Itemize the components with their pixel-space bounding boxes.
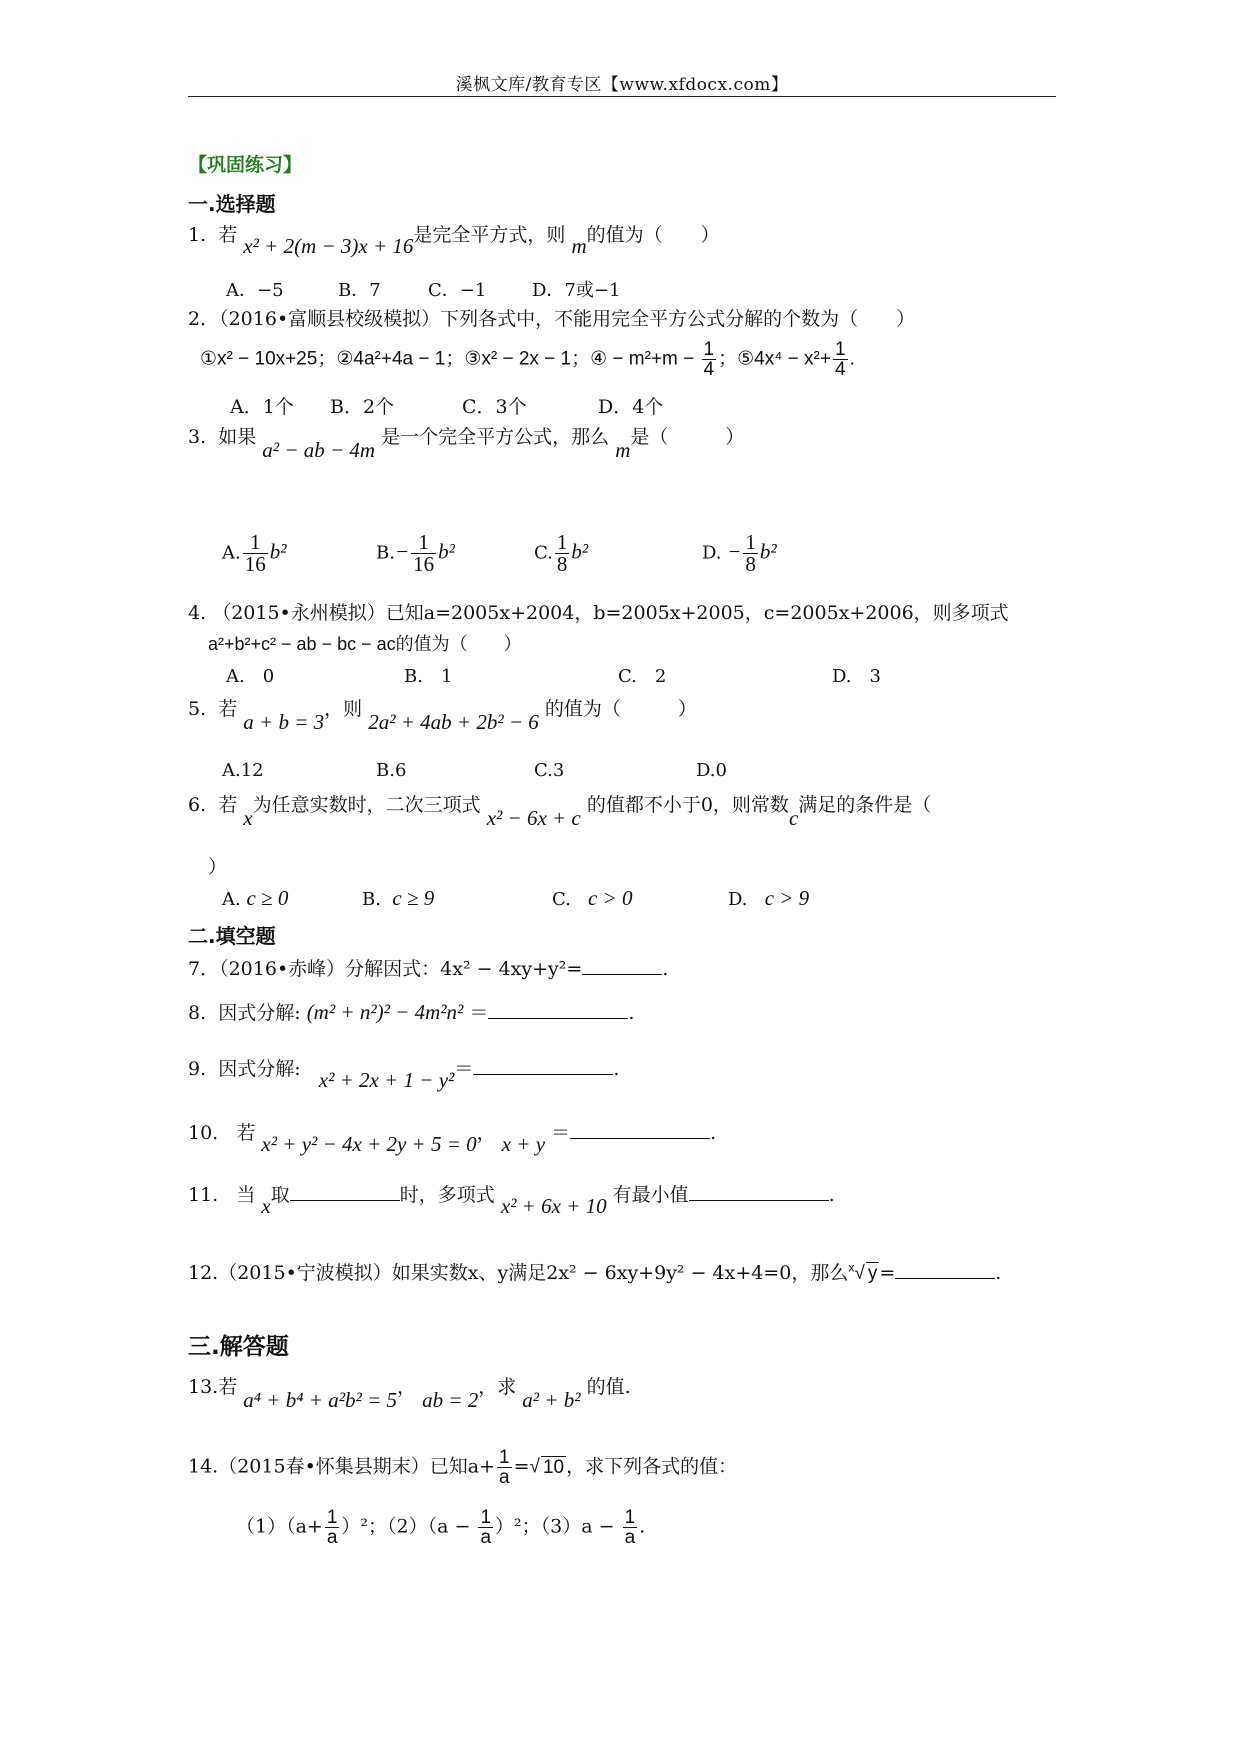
q-text: （2015•宁波模拟）如果实数x、y满足2x² − 6xy+9y² − 4x+4=0，那么 [218,1262,849,1284]
q-text: （2015•永州模拟）已知a=2005x+2004，b=2005x+2005，c=2005x+2006，则多项式 [212,602,1009,624]
q-text: 为任意实数时，二次三项式 [252,794,481,816]
option-b: B．2个 [330,396,395,418]
q-number: 8. [188,1002,207,1024]
q-text: ＝ [551,1122,571,1144]
fraction: $\frac{1}{4}$ [834,339,846,380]
q-text: （2015春•怀集县期末）已知a+ [218,1455,496,1478]
q-text: ，求 [478,1376,517,1398]
math-expr: a⁴ + b⁴ + a²b² = 5 [243,1388,397,1412]
radicand: 10 [542,1456,565,1478]
q-text: 若 [218,794,238,816]
q-number: 13. [188,1376,219,1398]
math-var: m [571,234,587,258]
q-text: . [995,1262,1002,1284]
q-number: 14. [188,1455,219,1478]
q-text: ）²；（3）a − [495,1515,621,1538]
option-a: A. $\frac{1}{16}$ b² [222,530,287,576]
q-text: 因式分解: [218,1058,301,1080]
item-text: ；⑤ [718,348,755,370]
question-10 [188,1118,717,1156]
option-c: C．−1 [428,280,487,301]
option-a: A.12 [222,760,264,781]
root-index: x [848,1260,855,1275]
radical: √ [854,1263,865,1284]
option-c: C. $\frac{1}{8}$ b² [534,530,589,576]
math-expr: 2a² + 4ab + 2b² − 6 [368,710,539,734]
q-text: . [613,1058,620,1080]
section-choice: 一.选择题 [188,192,276,216]
q-text: （1）（a+ [236,1515,323,1538]
q-text: ， [397,1376,417,1398]
math-expr: x² + 2(m − 3)x + 16 [243,234,414,258]
option-c: C．3个 [462,396,527,418]
option-d: D. − $\frac{1}{8}$ b² [702,530,777,576]
q-text: . [628,1002,635,1024]
option-d: D. 3 [832,666,881,687]
option-a: A．1个 [230,396,294,418]
question-6-line2: ） [208,856,228,878]
section-answer: 三.解答题 [188,1334,289,1360]
q-text: ， [476,1122,496,1144]
q-text: 若 [236,1122,256,1144]
item-text: − m²+m − [607,348,700,370]
option-d: D．4个 [598,396,664,418]
option-a: A．−5 [226,280,284,301]
fraction: $\frac{1}{a}$ [326,1507,338,1548]
section-title: 【巩固练习】 [188,154,303,176]
radicand: y [867,1263,878,1284]
question-5 [188,694,697,734]
math-var: m [615,438,631,462]
option-b: B．7 [338,280,381,301]
answer-blank[interactable] [488,1017,628,1019]
answer-blank[interactable] [895,1277,995,1279]
q-number: 12. [188,1262,219,1284]
q-number: 6. [188,794,207,816]
option-d: D.0 [696,760,727,781]
q-text: . [710,1122,717,1144]
q-text: （2016•富顺县校级模拟）下列各式中，不能用完全平方公式分解的个数为（ ） [219,308,916,330]
q-text: 满足的条件是（ [798,794,932,816]
q-text: ＝ [454,1058,474,1080]
answer-blank[interactable] [689,1199,829,1201]
item-text: ①x² − 10x+25；②4a²+4a − 1；③x² − 2x − 1；④ [200,348,608,370]
q-text: 的值都不小于0，则常数 [586,794,789,816]
q-number: 2． [188,308,220,330]
question-4 [188,598,1009,625]
question-9 [188,1054,620,1092]
math-var: c [788,806,799,830]
q-number: 9. [188,1058,207,1080]
option-d: D. c > 9 [728,886,810,910]
q-text: 若 [218,1376,238,1398]
q-text: 的值为（ ） [544,698,697,720]
fraction: $\frac{1}{a}$ [480,1507,492,1548]
option-c: C. 2 [618,666,667,687]
option-c: C.3 [534,760,565,781]
math-expr: x² − 6x + c [486,806,581,830]
q-text: 若 [218,698,238,720]
q-text: = [513,1455,530,1478]
question-1 [188,220,720,258]
question-11 [188,1180,835,1218]
question-12 [188,1258,1001,1285]
question-4-line2: a²+b²+c² − ab − bc − ac的值为（ ） [208,634,522,654]
q-number: 7． [188,958,220,980]
q-text: 是完全平方式，则 [413,224,566,246]
answer-blank[interactable] [570,1137,710,1139]
item-text: 4x⁴ − x²+ [754,348,831,370]
q-text: 有最小值 [612,1184,689,1206]
option-d: D．7或−1 [532,280,621,301]
option-a: A. c ≥ 0 [222,886,289,910]
option-c: C. c > 0 [552,886,633,910]
answer-blank[interactable] [290,1199,400,1201]
fraction: $\frac{1}{a}$ [499,1447,510,1488]
q-text: = [879,1262,896,1284]
q-text: ，则 [324,698,363,720]
question-6 [188,790,932,830]
q-text: 的值. [586,1376,631,1398]
math-expr: x² + 6x + 10 [500,1194,607,1218]
q-text: ）²；（2）（a − [341,1515,477,1538]
math-var: x [243,806,253,830]
question-7 [188,954,668,981]
q-number: 1. [188,224,207,246]
option-b: B. c ≥ 9 [362,886,435,910]
math-expr: x² + y² − 4x + 2y + 5 = 0 [261,1132,477,1156]
math-expr: (m² + n²)² − 4m²n² [306,1000,464,1024]
q-text: ＝ [469,1002,489,1024]
math-expr: x + y [501,1132,546,1156]
question-13 [188,1372,631,1412]
q-text: . [828,1184,835,1206]
q-text: 是（ ） [630,426,745,448]
q-text: 时，多项式 [399,1184,495,1206]
question-2 [188,304,915,331]
math-var: x [261,1194,271,1218]
q-number: 10. [188,1122,219,1144]
math-expr: a² − ab − 4m [262,438,376,462]
option-b: B.6 [376,760,407,781]
math-expr: a + b = 3 [243,710,325,734]
q-text: 取 [270,1184,290,1206]
q-number: 5. [188,698,207,720]
q-text: 如果 [218,426,257,448]
q-text: . [639,1515,646,1538]
q-text: 是一个完全平方公式，那么 [381,426,610,448]
fraction: $\frac{1}{4}$ [703,339,715,380]
answer-blank[interactable] [582,973,662,975]
math-expr: ab = 2 [422,1388,479,1412]
question-8 [188,998,634,1025]
q-text: ，求下列各式的值： [566,1455,738,1478]
math-expr: x² + 2x + 1 − y² [318,1068,455,1092]
q-number: 4. [188,602,207,624]
fraction: $\frac{1}{a}$ [624,1507,636,1548]
q-text: 因式分解: [218,1002,301,1024]
q-text: . [662,958,669,980]
item-text: . [849,348,855,370]
q-number: 3. [188,426,207,448]
page-header: 溪枫文库/教育专区【www.xfdocx.com】 [455,75,789,95]
question-3 [188,422,745,462]
radical: √ [529,1456,540,1478]
question-14 [188,1448,737,1487]
option-a: A. 0 [226,666,275,687]
math-expr: a² + b² [522,1388,581,1412]
q-text: 当 [236,1184,256,1206]
section-fill: 二.填空题 [188,924,276,948]
answer-blank[interactable] [473,1073,613,1075]
option-b: B.− $\frac{1}{16}$ b² [376,530,455,576]
question-2-items [200,340,855,379]
question-14-parts [236,1508,645,1547]
q-text: 的值为（ ） [586,224,720,246]
option-b: B. 1 [404,666,453,687]
q-text: 若 [218,224,238,246]
q-text: （2016•赤峰）分解因式：4x² − 4xy+y²= [219,958,583,980]
header-divider [188,96,1056,97]
q-number: 11. [188,1184,219,1206]
